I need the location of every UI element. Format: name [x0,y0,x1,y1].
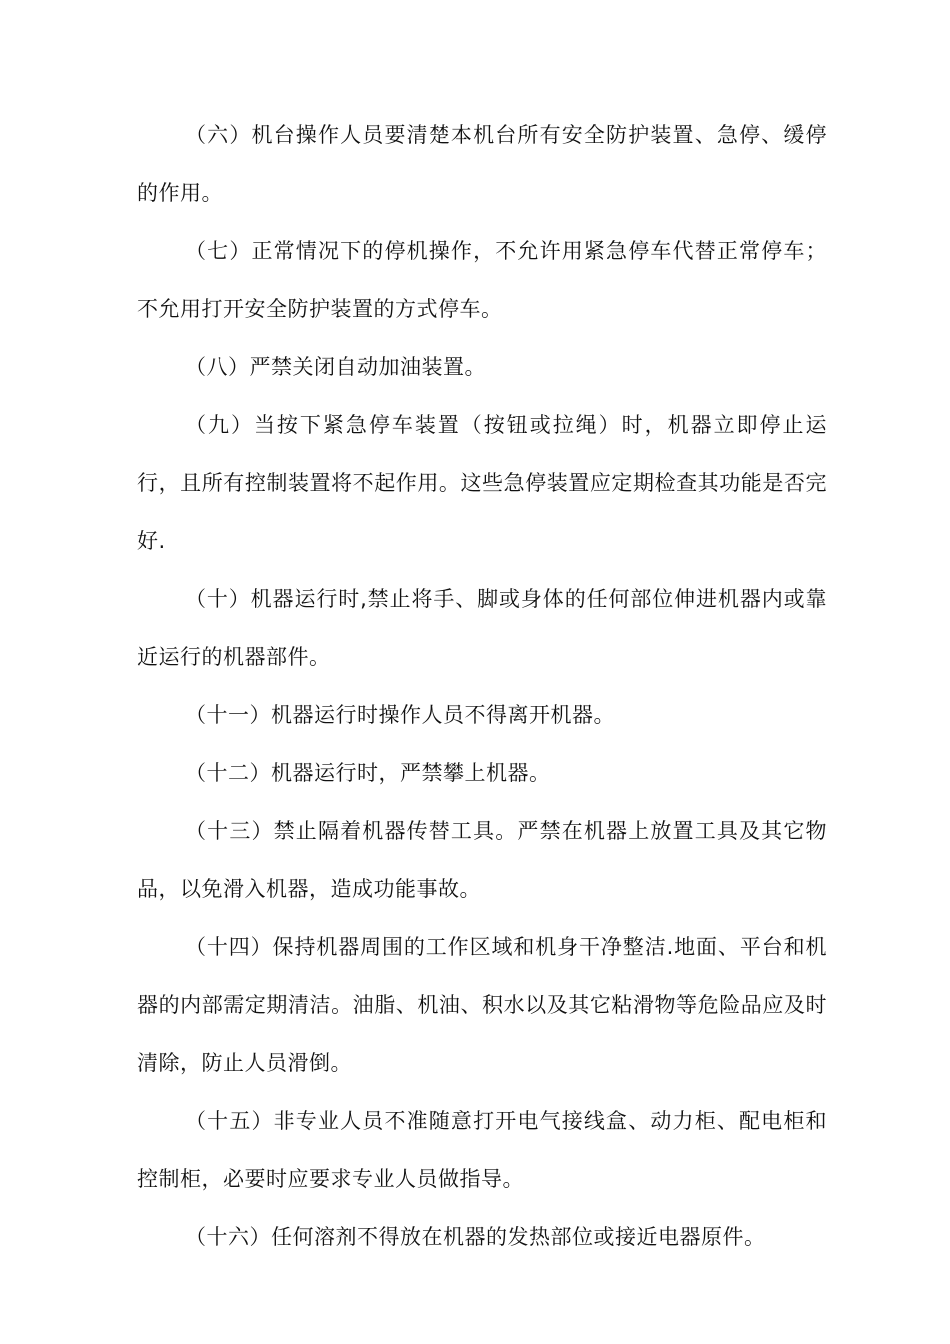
document-body [137,106,827,1266]
paragraph-16: （十六）任何溶剂不得放在机器的发热部位或接近电器原件。 [185,1225,766,1249]
paragraph-10: （十）机器运行时,禁止将手、脚或身体的任何部位伸进机器内或靠近运行的机器部件。 [137,587,827,669]
paragraph-13: （十三）禁止隔着机器传替工具。严禁在机器上放置工具及其它物品，以免滑入机器，造成功能事故。 [137,819,827,901]
paragraph-11: （十一）机器运行时操作人员不得离开机器。 [185,703,615,727]
paragraph-8: （八）严禁关闭自动加油装置。 [185,355,486,379]
paragraph-12: （十二）机器运行时，严禁攀上机器。 [185,761,551,785]
paragraph-15: （十五）非专业人员不准随意打开电气接线盒、动力柜、配电柜和控制柜，必要时应要求专业人员做指导。 [137,1109,827,1191]
paragraph-7: （七）正常情况下的停机操作，不允许用紧急停车代替正常停车；不允用打开安全防护装置的方式停车。 [137,239,827,321]
paragraph-9: （九）当按下紧急停车装置（按钮或拉绳）时，机器立即停止运行，且所有控制装置将不起作用。这些急停装置应定期检查其功能是否完好. [137,413,827,553]
paragraph-14: （十四）保持机器周围的工作区域和机身干净整洁.地面、平台和机器的内部需定期清洁。油脂、机油、积水以及其它粘滑物等危险品应及时清除，防止人员滑倒。 [137,935,827,1075]
paragraph-6: （六）机台操作人员要清楚本机台所有安全防护装置、急停、缓停的作用。 [137,123,827,205]
